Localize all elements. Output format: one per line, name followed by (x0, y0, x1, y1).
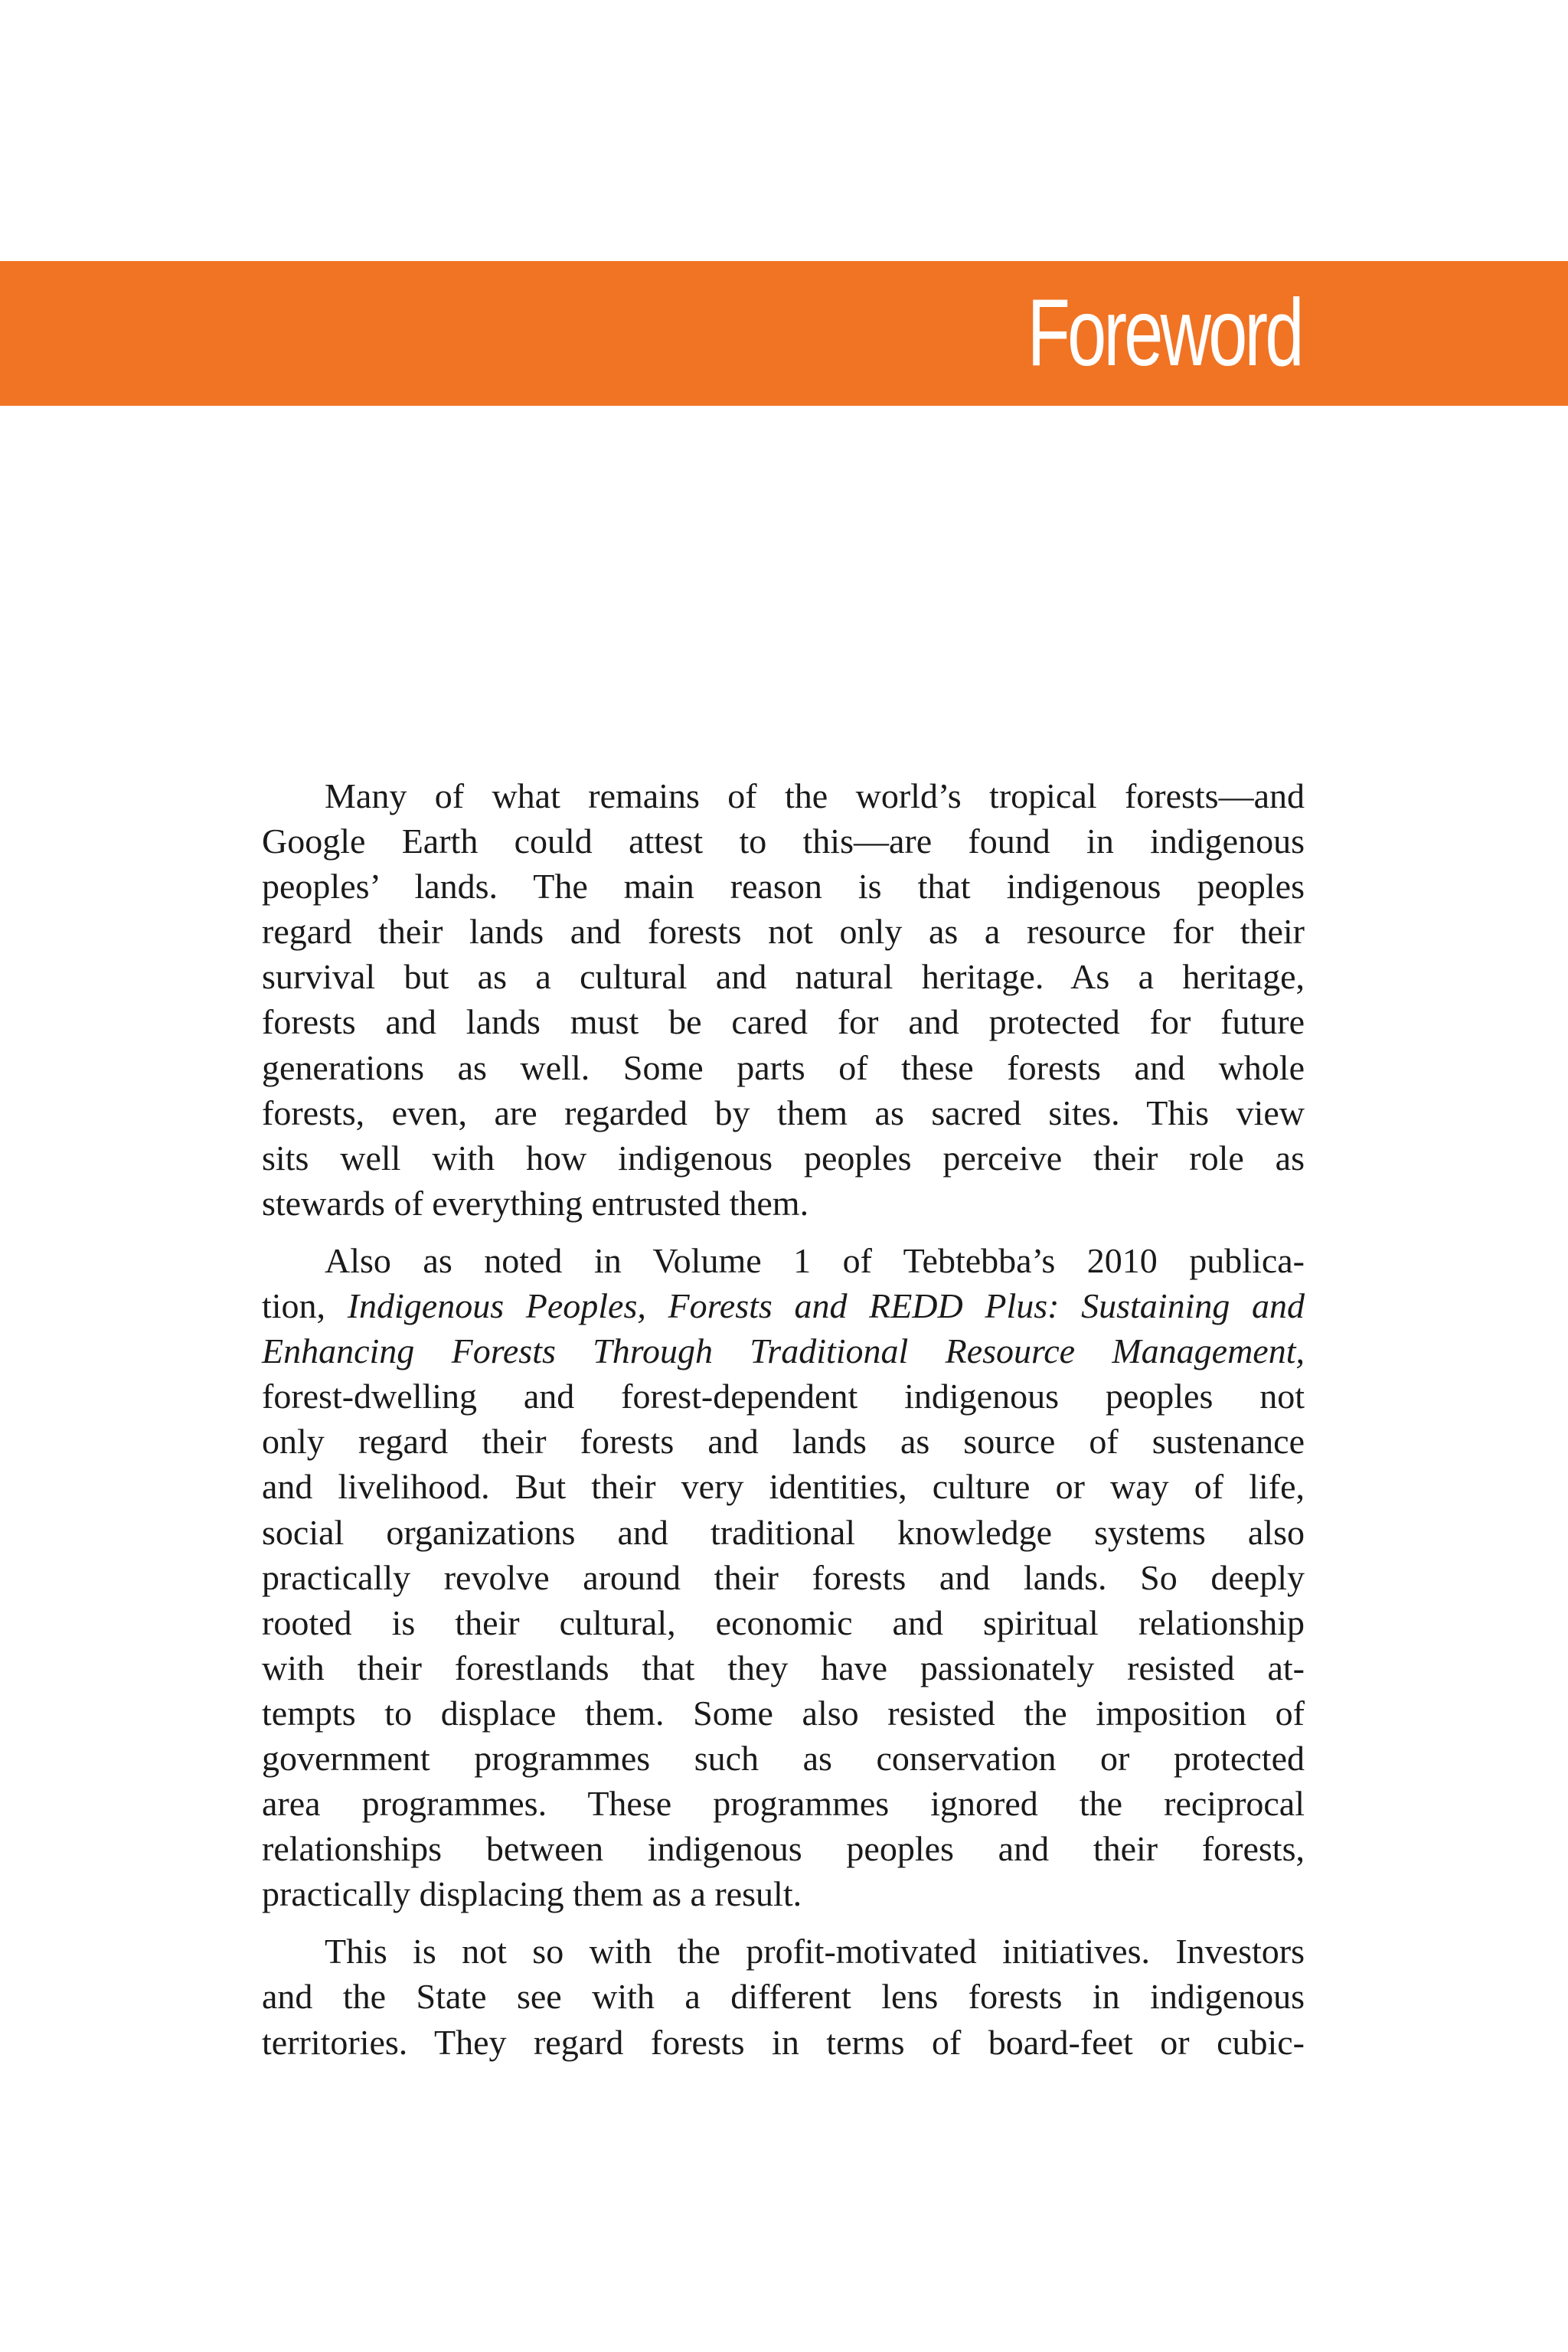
text-line: government programmes such as conservation or protected (262, 1738, 1305, 1778)
text-line: This is not so with the profit-motivated initiatives. Investors (325, 1932, 1305, 1971)
heading-band (0, 261, 1568, 406)
text-line: only regard their forests and lands as source of sustenance (262, 1422, 1305, 1462)
text-line: forests and lands must be cared for and protected for future (262, 1002, 1305, 1042)
text-line: territories. They regard forests in terms of board-feet or cubic- (262, 2022, 1305, 2062)
publication-title-part-2: Enhancing Forests Through Traditional Resource Management, (262, 1331, 1305, 1371)
paragraph-1 (262, 773, 1305, 1226)
text-line (262, 1328, 1305, 1374)
text-line: forests, even, are regarded by them as sacred sites. This view (262, 1093, 1305, 1132)
text-line: Google Earth could attest to this—are found in indigenous (262, 822, 1305, 861)
text-line-with-title (262, 1283, 1305, 1328)
body-text (262, 773, 1305, 2077)
text-line: peoples’ lands. The main reason is that indigenous peoples (262, 867, 1305, 906)
text-line: practically revolve around their forests and lands. So deeply (262, 1557, 1305, 1597)
paragraph-2 (262, 1238, 1305, 1916)
paragraph-3 (262, 1929, 1305, 2064)
publication-title-part-1: Indigenous Peoples, Forests and REDD Plus: Sustaining and (347, 1286, 1305, 1326)
text-line: rooted is their cultural, economic and spiritual relationship (262, 1602, 1305, 1642)
text-line: and the State see with a different lens forests in indigenous (262, 1977, 1305, 2017)
text-line: Also as noted in Volume 1 of Tebtebba’s 2010 publica- (325, 1240, 1305, 1280)
text-line: stewards of everything entrusted them. (262, 1183, 809, 1223)
text-line: tempts to displace them. Some also resisted the imposition of (262, 1693, 1305, 1733)
text-line: regard their lands and forests not only as a resource for their (262, 912, 1305, 952)
text-line: survival but as a cultural and natural heritage. As a heritage, (262, 957, 1305, 997)
text-line: generations as well. Some parts of these forests and whole (262, 1047, 1305, 1087)
text-line: with their forestlands that they have passionately resisted at- (262, 1648, 1305, 1687)
text-line: Many of what remains of the world’s tropical forests—and (325, 776, 1305, 815)
text-line: social organizations and traditional knowledge systems also (262, 1512, 1305, 1552)
text-line: practically displacing them as a result. (262, 1874, 802, 1914)
text-line: area programmes. These programmes ignored the reciprocal (262, 1784, 1305, 1824)
text-line: and livelihood. But their very identities, culture or way of life, (262, 1467, 1305, 1507)
text-fragment: tion, (262, 1286, 326, 1326)
text-line: sits well with how indigenous peoples perceive their role as (262, 1138, 1305, 1178)
text-line: forest-dwelling and forest-dependent indigenous peoples not (262, 1377, 1305, 1416)
text-line: relationships between indigenous peoples and their forests, (262, 1829, 1305, 1869)
page-title: Foreword (1027, 280, 1302, 386)
